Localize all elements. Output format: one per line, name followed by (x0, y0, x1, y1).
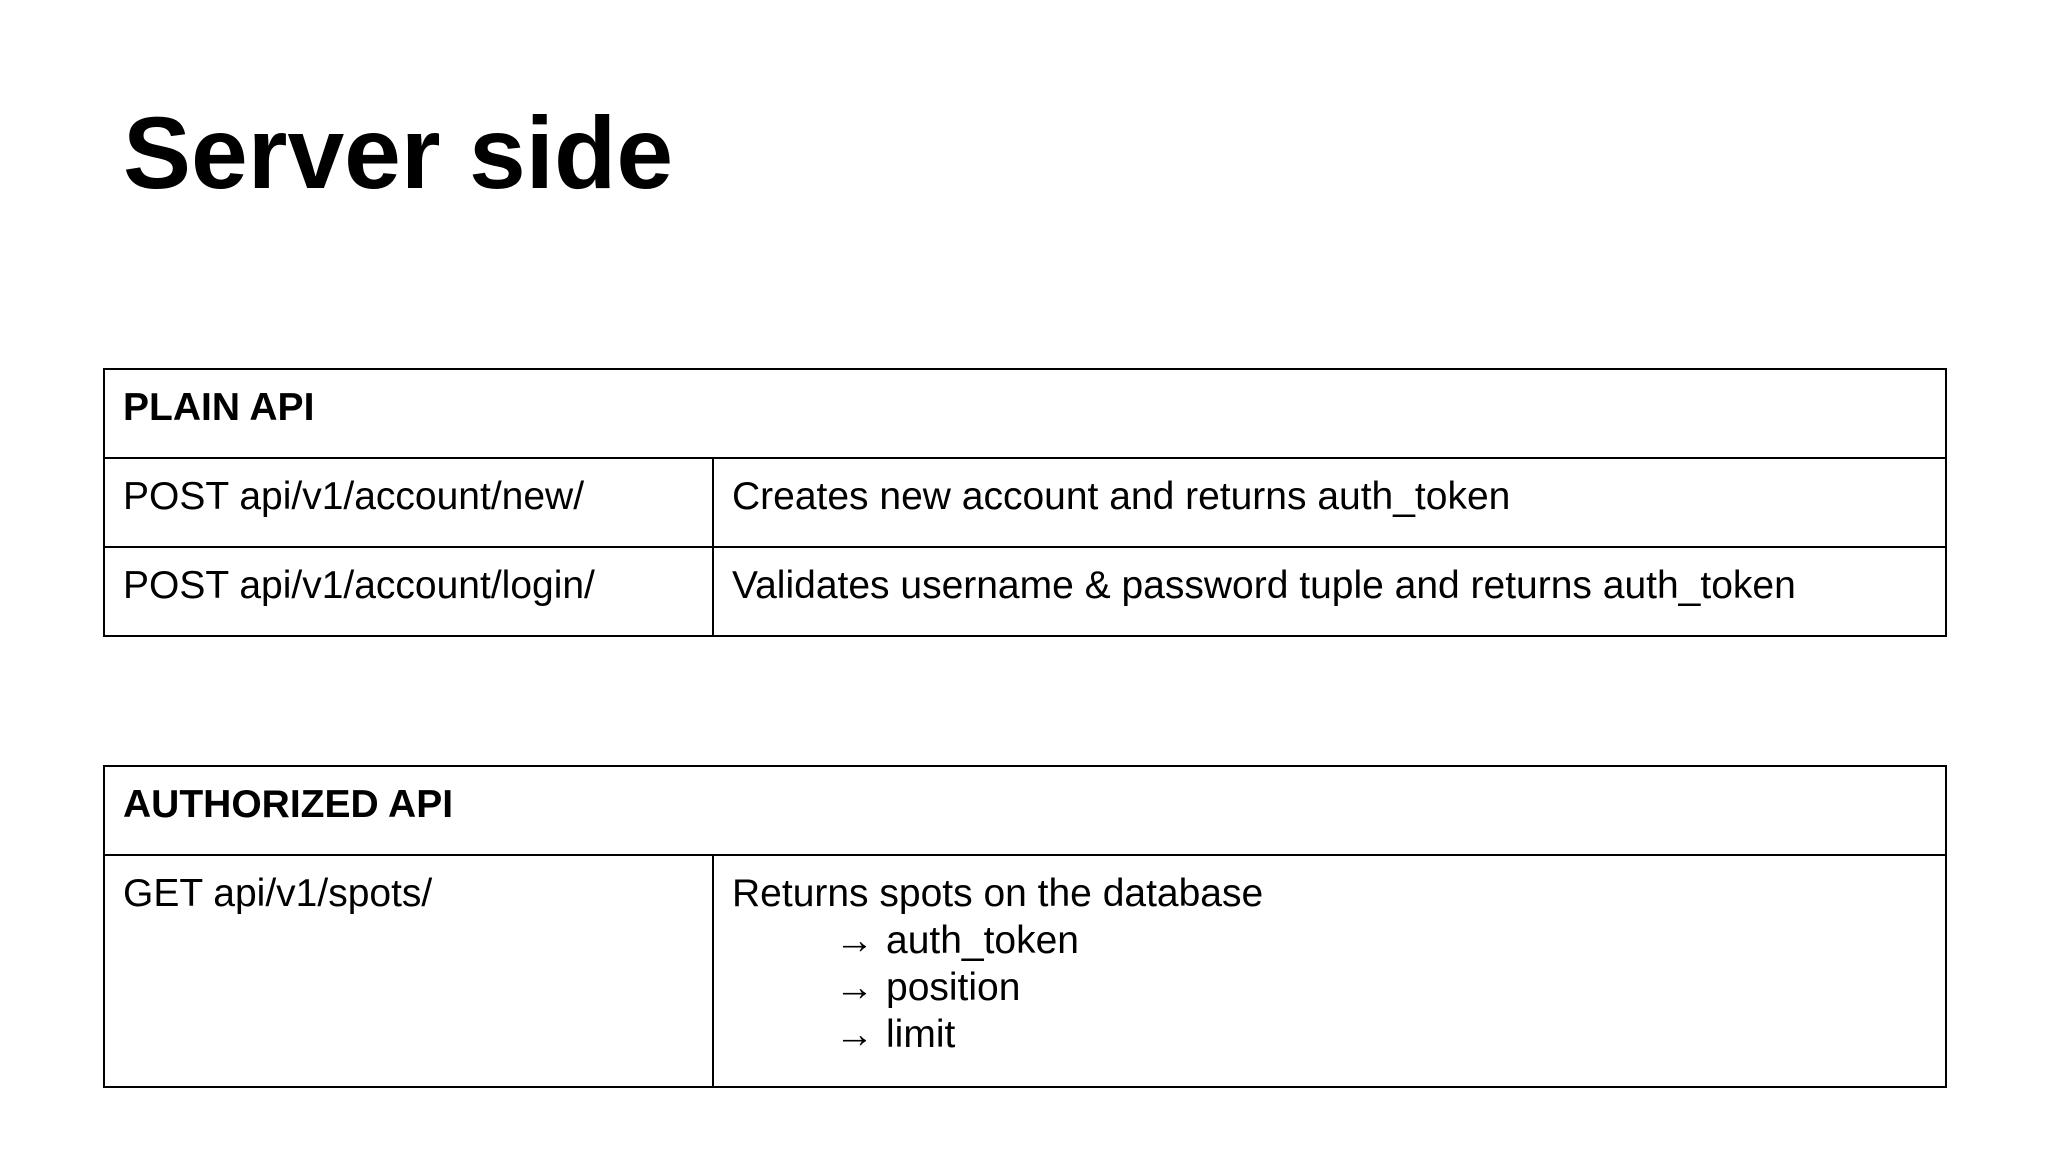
plain-api-table (103, 368, 1947, 637)
authorized-api-header-row (104, 766, 1946, 855)
param-name: position (886, 966, 1021, 1009)
list-item (835, 964, 1927, 1011)
param-name: auth_token (886, 919, 1080, 962)
slide-title: Server side (123, 96, 674, 210)
endpoint-cell: POST api/v1/account/new/ (104, 458, 713, 547)
authorized-api-table (103, 765, 1947, 1088)
arrow-right-icon: → (835, 919, 874, 962)
param-list (732, 917, 1927, 1058)
description-cell: Validates username & password tuple and returns auth_token (713, 547, 1946, 636)
description-cell (713, 855, 1946, 1087)
plain-api-header: PLAIN API (104, 369, 1946, 458)
description-cell: Creates new account and returns auth_token (713, 458, 1946, 547)
list-item (835, 917, 1927, 964)
table-row (104, 855, 1946, 1087)
description-text: Returns spots on the database (732, 872, 1264, 915)
endpoint-cell: GET api/v1/spots/ (104, 855, 713, 1087)
param-name: limit (886, 1013, 956, 1056)
list-item (835, 1011, 1927, 1058)
table-row (104, 458, 1946, 547)
arrow-right-icon: → (835, 1013, 874, 1056)
table-row (104, 547, 1946, 636)
endpoint-cell: POST api/v1/account/login/ (104, 547, 713, 636)
arrow-right-icon: → (835, 966, 874, 1009)
plain-api-header-row (104, 369, 1946, 458)
authorized-api-header: AUTHORIZED API (104, 766, 1946, 855)
